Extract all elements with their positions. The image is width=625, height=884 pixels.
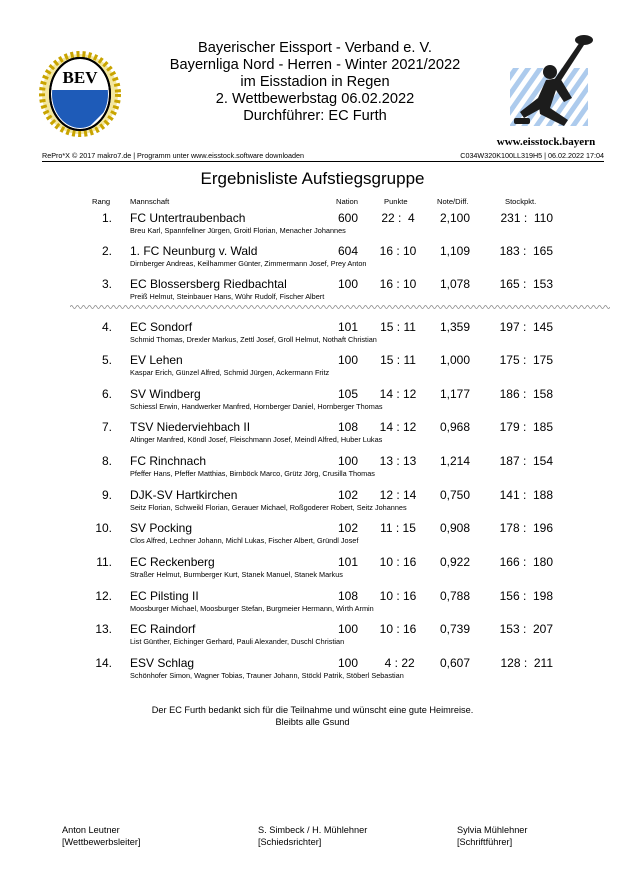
players-cell: Preiß Helmut, Steinbauer Hans, Wühr Rudolf, Fischer Albert [130,292,325,301]
team-name-cell: FC Rinchnach [130,454,207,468]
rank-cell: 4. [101,320,112,334]
note-diff-cell: 2,100 [439,211,470,225]
stockpunkte-cell: 197 : 145 [499,320,553,334]
nation-cell: 108 [337,589,359,603]
stockpunkte-cell: 187 : 154 [499,454,553,468]
header-line-league: Bayernliga Nord - Herren - Winter 2021/2022 [169,57,461,73]
team-name-cell: EC Raindorf [130,622,196,636]
points-cell: 16 : 10 [379,277,417,291]
points-cell: 14 : 12 [379,387,417,401]
closing-message [0,704,625,728]
rank-cell: 14. [95,656,112,670]
col-header-mannschaft: Mannschaft [130,197,170,206]
software-credit: RePro*X © 2017 makro7.de | Programm unter www.eisstock.software downloaden [42,151,305,160]
col-header-rang: Rang [92,197,111,206]
table-row [0,454,625,492]
signature-name: Anton Leutner [62,825,120,835]
players-cell: Moosburger Michael, Moosburger Stefan, Burgmeier Hermann, Wirth Armin [130,604,374,613]
rank-cell: 5. [101,353,112,367]
rank-cell: 1. [101,211,112,225]
nation-cell: 604 [337,244,359,258]
points-cell: 4 : 22 [381,656,415,670]
col-header-note-diff: Note/Diff. [437,197,469,206]
signature-referees [258,824,367,848]
players-cell: Seitz Florian, Schweikl Florian, Gerauer Michael, Roßgoderer Robert, Seitz Johannes [130,503,407,512]
col-header-punkte: Punkte [384,197,408,206]
players-cell: Altinger Manfred, Köndl Josef, Fleischmann Josef, Meindl Alfred, Huber Lukas [130,435,383,444]
points-cell: 15 : 11 [380,353,416,367]
players-cell: List Günther, Eichinger Gerhard, Pauli Alexander, Duschl Christian [130,637,345,646]
eisstock-bayern-logo [480,28,612,150]
header-line-organizer: Durchführer: EC Furth [243,108,387,124]
signature-name: S. Simbeck / H. Mühlehner [258,825,368,835]
points-cell: 10 : 16 [379,589,417,603]
signature-competition-leader [62,824,140,848]
header-line-matchday: 2. Wettbewerbstag 06.02.2022 [215,91,415,107]
stockpunkte-cell: 156 : 198 [499,589,553,603]
players-cell: Schönhofer Simon, Wagner Tobias, Trauner Johann, Stöckl Patrik, Stöberl Sebastian [130,671,404,680]
team-name-cell: SV Windberg [130,387,201,401]
stockpunkte-cell: 166 : 180 [499,555,553,569]
points-cell: 22 : 4 [381,211,415,225]
rank-cell: 13. [95,622,112,636]
stockpunkte-cell: 186 : 158 [499,387,553,401]
rank-cell: 6. [101,387,112,401]
nation-cell: 102 [337,521,359,535]
points-cell: 13 : 13 [379,454,417,468]
closing-message-greeting: Bleibts alle Gsund [275,717,350,727]
players-cell: Breu Karl, Spannfellner Jürgen, Groitl Florian, Menacher Johannes [130,226,346,235]
stockpunkte-cell: 141 : 188 [499,488,553,502]
stockpunkte-cell: 179 : 185 [499,420,553,434]
stockpunkte-cell: 175 : 175 [499,353,553,367]
team-name-cell: TSV Niederviehbach II [130,420,251,434]
nation-cell: 100 [337,277,359,291]
rank-cell: 8. [101,454,112,468]
team-name-cell: EC Pilsting II [130,589,199,603]
eisstock-bayern-url: www.eisstock.bayern [496,136,596,148]
points-cell: 10 : 16 [379,555,417,569]
nation-cell: 100 [337,454,359,468]
team-name-cell: FC Untertraubenbach [130,211,246,225]
players-cell: Pfeffer Hans, Pfeffer Matthias, Birnböck Marco, Grütz Jörg, Crusilla Thomas [130,469,375,478]
nation-cell: 101 [337,555,359,569]
table-row [0,622,625,660]
players-cell: Clos Alfred, Lechner Johann, Michl Lukas, Fischer Albert, Gründl Josef [130,536,359,545]
note-diff-cell: 0,968 [439,420,470,434]
header-line-venue: im Eisstadion in Regen [240,74,390,90]
players-cell: Kaspar Erich, Günzel Alfred, Schmid Jürgen, Ackermann Fritz [130,368,330,377]
nation-cell: 100 [337,622,359,636]
team-name-cell: DJK-SV Hartkirchen [130,488,238,502]
nation-cell: 101 [337,320,359,334]
nation-cell: 105 [337,387,359,401]
note-diff-cell: 1,177 [439,387,470,401]
table-row [0,521,625,559]
points-cell: 15 : 11 [380,320,416,334]
note-diff-cell: 1,359 [439,320,470,334]
note-diff-cell: 0,908 [439,521,470,535]
points-cell: 10 : 16 [379,622,417,636]
note-diff-cell: 0,739 [439,622,470,636]
team-name-cell: EC Reckenberg [130,555,215,569]
stockpunkte-cell: 153 : 207 [499,622,553,636]
nation-cell: 100 [337,656,359,670]
nation-cell: 102 [337,488,359,502]
rank-cell: 12. [95,589,112,603]
nation-cell: 100 [337,353,359,367]
note-diff-cell: 0,750 [439,488,470,502]
team-name-cell: 1. FC Neunburg v. Wald [130,244,258,258]
note-diff-cell: 0,922 [439,555,470,569]
page-title: Ergebnisliste Aufstiegsgruppe [200,169,425,188]
points-cell: 11 : 15 [380,521,416,535]
points-cell: 16 : 10 [379,244,417,258]
table-row [0,656,625,694]
rank-cell: 2. [101,244,112,258]
team-name-cell: EC Sondorf [130,320,193,334]
players-cell: Schiessl Erwin, Handwerker Manfred, Hornberger Daniel, Hornberger Thomas [130,402,383,411]
nation-cell: 600 [337,211,359,225]
note-diff-cell: 1,109 [439,244,470,258]
col-header-stockpunkte: Stockpkt. [505,197,537,206]
rank-cell: 10. [95,521,112,535]
note-diff-cell: 1,000 [439,353,470,367]
stockpunkte-cell: 178 : 196 [499,521,553,535]
rank-cell: 11. [96,555,112,569]
bev-logo [36,50,124,138]
rank-cell: 7. [101,420,112,434]
points-cell: 14 : 12 [379,420,417,434]
promotion-separator [70,297,610,303]
col-header-nation: Nation [336,197,358,206]
note-diff-cell: 1,078 [439,277,470,291]
note-diff-cell: 0,788 [439,589,470,603]
team-name-cell: SV Pocking [130,521,193,535]
bev-logo-lettering: BEV [62,68,98,87]
nation-cell: 108 [337,420,359,434]
players-cell: Straßer Helmut, Burmberger Kurt, Stanek Manuel, Stanek Markus [130,570,343,579]
stockpunkte-cell: 183 : 165 [499,244,553,258]
players-cell: Schmid Thomas, Drexler Markus, Zettl Josef, Groll Helmut, Nothaft Christian [130,335,377,344]
players-cell: Dirnberger Andreas, Keilhammer Günter, Zimmermann Josef, Prey Anton [130,259,367,268]
points-cell: 12 : 14 [379,488,417,502]
closing-message-thanks: Der EC Furth bedankt sich für die Teilnahme und wünscht eine gute Heimreise. [151,705,474,715]
table-row [0,353,625,391]
signature-recorder [457,824,527,848]
rank-cell: 3. [101,277,112,291]
signature-role: [Schiedsrichter] [258,837,322,847]
stockpunkte-cell: 231 : 110 [500,211,553,225]
note-diff-cell: 0,607 [439,656,470,670]
document-code-timestamp: C034W320K100LL319H5 | 06.02.2022 17:04 [460,151,604,160]
signature-role: [Schriftführer] [457,837,513,847]
stockpunkte-cell: 165 : 153 [499,277,553,291]
software-meta-line [42,151,604,162]
stockpunkte-cell: 128 : 211 [500,656,553,670]
team-name-cell: EC Blossersberg Riedbachtal [130,277,287,291]
table-row [0,555,625,593]
signature-role: [Wettbewerbsleiter] [62,837,141,847]
signature-name: Sylvia Mühlehner [457,825,528,835]
header-line-federation: Bayerischer Eissport - Verband e. V. [198,40,432,56]
team-name-cell: EV Lehen [130,353,183,367]
table-row [0,420,625,458]
rank-cell: 9. [101,488,112,502]
note-diff-cell: 1,214 [439,454,470,468]
document-header [150,40,480,125]
team-name-cell: ESV Schlag [130,656,195,670]
